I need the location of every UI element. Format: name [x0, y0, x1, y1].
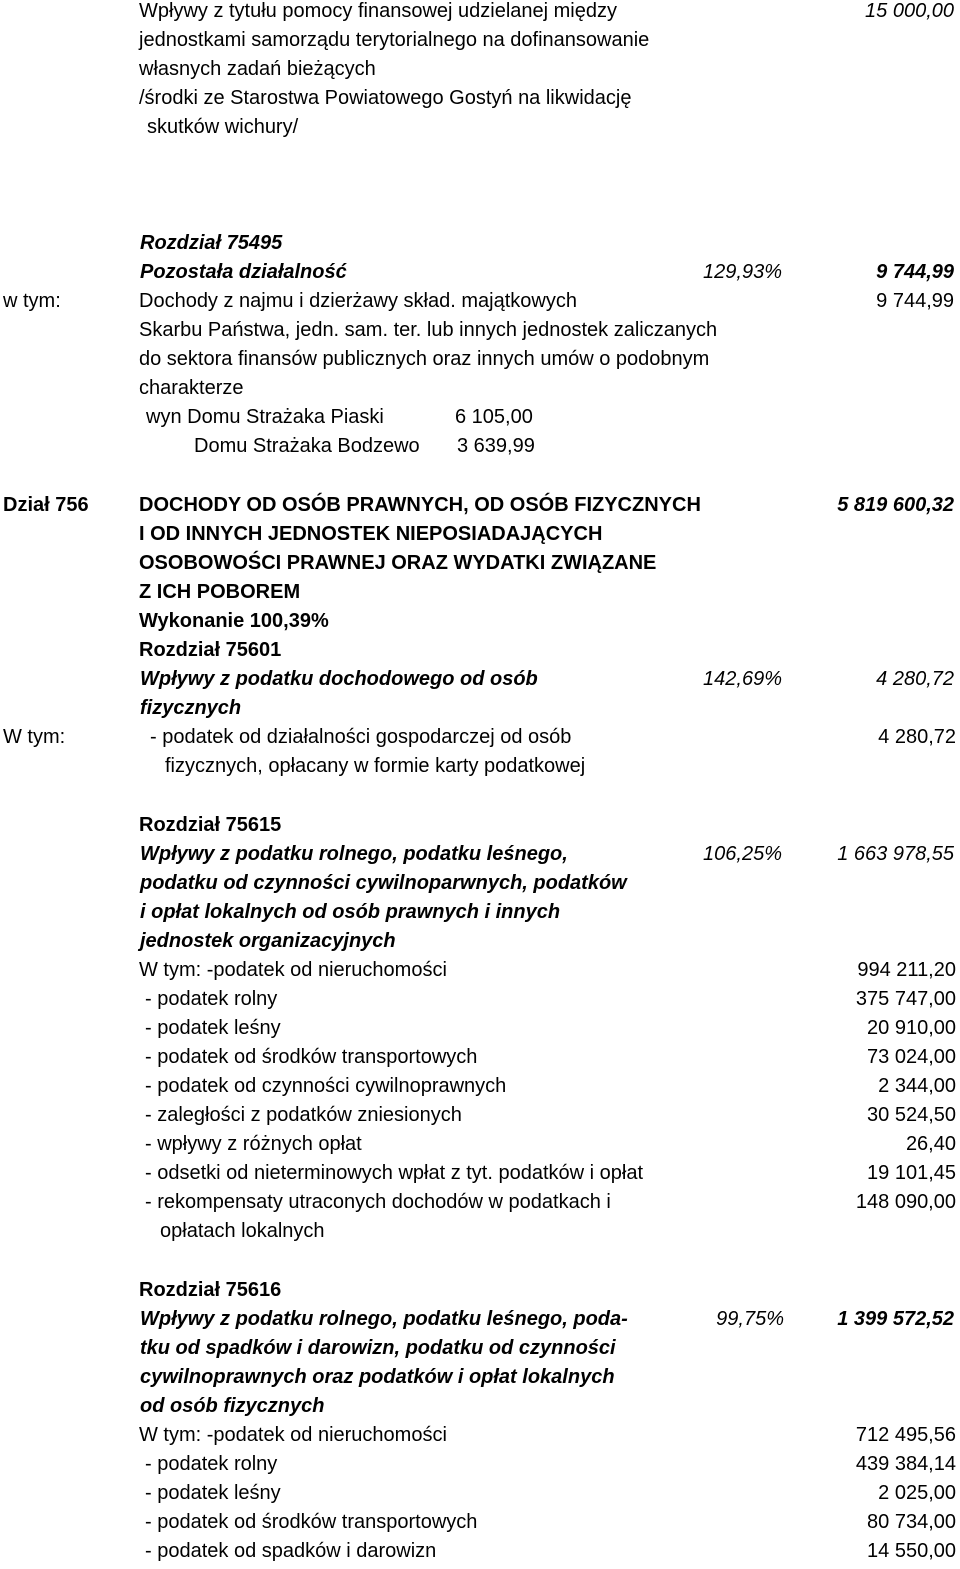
r75615-item-label: - podatek od środków transportowych [145, 1046, 478, 1068]
r75495-percent: 129,93% [703, 261, 782, 283]
top-line-1: Wpływy z tytułu pomocy finansowej udzielanej między [139, 0, 617, 22]
r75601-percent: 142,69% [703, 668, 782, 690]
r75615-item-cont: opłatach lokalnych [160, 1220, 325, 1242]
r75616-item-label: W tym: -podatek od nieruchomości [139, 1424, 447, 1446]
r75616-item-label: - podatek od środków transportowych [145, 1511, 478, 1533]
r75601-wtym: W tym: [3, 726, 66, 748]
r75615-title-1: Wpływy z podatku rolnego, podatku leśnego, [140, 843, 568, 865]
r75615-amount: 1 663 978,55 [837, 843, 954, 865]
r75615-item-value: 73 024,00 [867, 1046, 956, 1068]
r75616-heading: Rozdział 75616 [139, 1279, 282, 1301]
top-line-3: własnych zadań bieżących [139, 58, 376, 80]
r75495-line-3: do sektora finansów publicznych oraz innych umów o podobnym [139, 348, 710, 370]
r75495-sub2-value: 3 639,99 [457, 435, 535, 457]
r75616-item-label: - podatek od spadków i darowizn [145, 1540, 437, 1562]
r75601-title-1: Wpływy z podatku dochodowego od osób [140, 668, 538, 690]
r75601-item-2: fizycznych, opłacany w formie karty podatkowej [165, 755, 586, 777]
r75601-heading: Rozdział 75601 [139, 639, 282, 661]
dzial756-wykonanie: Wykonanie 100,39% [139, 610, 329, 632]
r75495-sub2-label: Domu Strażaka Bodzewo [194, 435, 420, 457]
r75616-item-value: 14 550,00 [867, 1540, 956, 1562]
r75615-item-value: 19 101,45 [867, 1162, 956, 1184]
r75616-title-3: cywilnoprawnych oraz podatków i opłat lokalnych [140, 1366, 615, 1388]
r75615-item-value: 375 747,00 [855, 988, 956, 1010]
r75615-title-3: i opłat lokalnych od osób prawnych i innych [140, 901, 561, 923]
dzial756-line-2: I OD INNYCH JEDNOSTEK NIEPOSIADAJĄCYCH [139, 523, 603, 545]
r75615-item-label: - podatek rolny [145, 988, 278, 1010]
r75615-title-2: podatku od czynności cywilnoparwnych, podatków [140, 872, 627, 894]
r75615-item-label: - wpływy z różnych opłat [145, 1133, 362, 1155]
r75601-item-amount: 4 280,72 [878, 726, 956, 748]
r75616-item-value: 80 734,00 [867, 1511, 956, 1533]
r75616-title-2: tku od spadków i darowizn, podatku od czynności [140, 1337, 616, 1359]
r75615-item-value: 148 090,00 [855, 1191, 956, 1213]
r75615-item-value: 994 211,20 [857, 959, 956, 981]
r75615-item-value: 2 344,00 [878, 1075, 956, 1097]
r75495-title: Pozostała działalność [140, 261, 347, 283]
r75615-item-label: - podatek leśny [145, 1017, 281, 1039]
r75616-item-value: 439 384,14 [855, 1453, 956, 1475]
r75495-line-1: Dochody z najmu i dzierżawy skład. majątkowych [139, 290, 577, 312]
dzial756-line-1: DOCHODY OD OSÓB PRAWNYCH, OD OSÓB FIZYCZNYCH [139, 494, 701, 516]
r75495-sub1-value: 6 105,00 [455, 406, 533, 428]
r75616-item-value: 2 025,00 [878, 1482, 956, 1504]
dzial756-line-3: OSOBOWOŚCI PRAWNEJ ORAZ WYDATKI ZWIĄZANE [139, 552, 657, 574]
r75615-item-value: 30 524,50 [867, 1104, 956, 1126]
r75616-item-value: 712 495,56 [855, 1424, 956, 1446]
r75495-sub1-label: wyn Domu Strażaka Piaski [146, 406, 384, 428]
r75616-title-1: Wpływy z podatku rolnego, podatku leśnego, poda- [140, 1308, 628, 1330]
r75495-line-4: charakterze [139, 377, 244, 399]
r75615-item-value: 26,40 [905, 1133, 956, 1155]
r75616-amount: 1 399 572,52 [837, 1308, 954, 1330]
r75615-item-label: - rekompensaty utraconych dochodów w podatkach i [145, 1191, 611, 1213]
r75615-item-label: - odsetki od nieterminowych wpłat z tyt. podatków i opłat [145, 1162, 644, 1184]
r75495-heading: Rozdział 75495 [140, 232, 283, 254]
r75601-item-1: - podatek od działalności gospodarczej od osób [150, 726, 572, 748]
r75615-item-label: W tym: -podatek od nieruchomości [139, 959, 447, 981]
top-line-2: jednostkami samorządu terytorialnego na dofinansowanie [139, 29, 650, 51]
r75495-line-2: Skarbu Państwa, jedn. sam. ter. lub innych jednostek zaliczanych [139, 319, 718, 341]
r75615-title-4: jednostek organizacyjnych [140, 930, 396, 952]
r75495-line-amount: 9 744,99 [876, 290, 954, 312]
r75616-item-label: - podatek leśny [145, 1482, 281, 1504]
r75615-item-label: - zaległości z podatków zniesionych [145, 1104, 462, 1126]
top-line-5: skutków wichury/ [147, 116, 299, 138]
r75616-percent: 99,75% [716, 1308, 784, 1330]
dzial756-label: Dział 756 [3, 494, 89, 516]
r75616-item-label: - podatek rolny [145, 1453, 278, 1475]
r75615-percent: 106,25% [703, 843, 782, 865]
r75601-amount: 4 280,72 [876, 668, 954, 690]
r75615-item-value: 20 910,00 [867, 1017, 956, 1039]
r75615-item-label: - podatek od czynności cywilnoprawnych [145, 1075, 507, 1097]
top-amount: 15 000,00 [865, 0, 954, 22]
r75495-amount: 9 744,99 [876, 261, 954, 283]
top-line-4: /środki ze Starostwa Powiatowego Gostyń na likwidację [139, 87, 632, 109]
r75616-title-4: od osób fizycznych [140, 1395, 325, 1417]
r75615-heading: Rozdział 75615 [139, 814, 282, 836]
dzial756-amount: 5 819 600,32 [837, 494, 954, 516]
r75495-wtym: w tym: [3, 290, 61, 312]
r75601-title-2: fizycznych [140, 697, 242, 719]
dzial756-line-4: Z ICH POBOREM [139, 581, 301, 603]
